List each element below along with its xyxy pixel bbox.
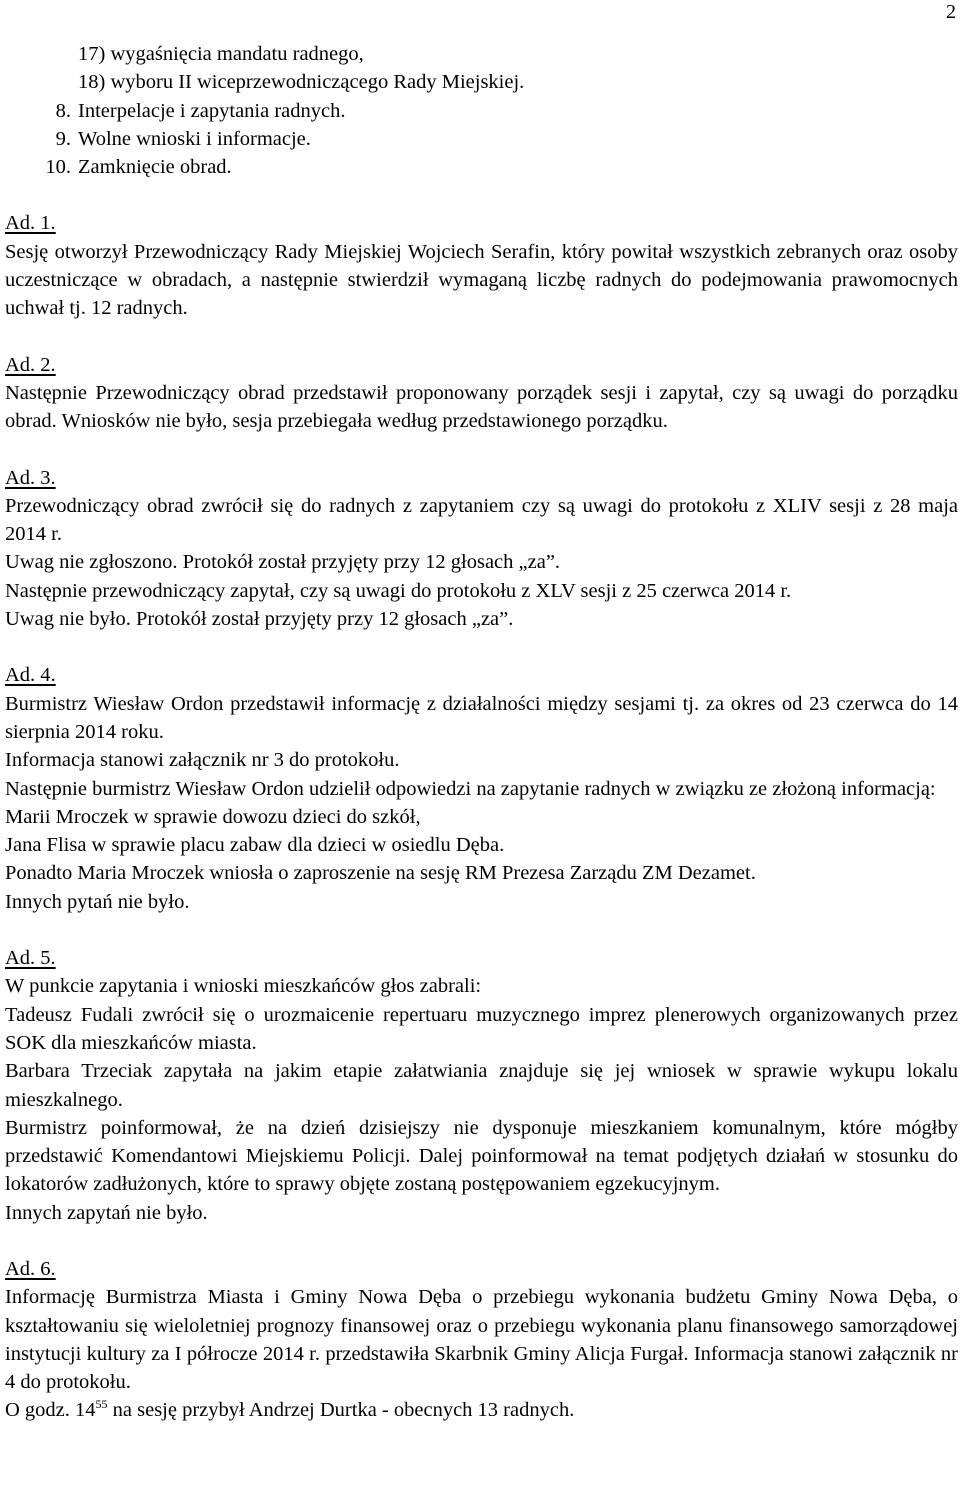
paragraph: Następnie Przewodniczący obrad przedstawił proponowany porządek sesji i zapytał, czy są uwagi do porządku obrad. Wniosków nie było, sesja przebiegała według przedstawionego porządku.: [5, 381, 958, 433]
section-ad-5: [5, 944, 958, 1227]
agenda-item: 10. Zamknięcie obrad.: [45, 156, 232, 179]
arrival-note: O godz. $14^{55}$ na sesję przybył Andrzej Durtka - obecnych 13 radnych.: [5, 1397, 575, 1422]
section-ad-2: [5, 351, 958, 436]
section-ad-1: [5, 209, 958, 322]
paragraph: Burmistrz poinformował, że na dzień dzisiejszy nie dysponuje mieszkaniem komunalnym, które mógłby przedstawić Komendantowi Miejskiemu Policji. Dalej poinformował na temat podjętych działań w stosunku do lokatorów zadłużonych, które to sprawy objęte zostaną postępowaniem egzekucyjnym.: [5, 1116, 958, 1196]
time-minutes: 55: [95, 1397, 108, 1412]
section-heading: Ad. 4.: [5, 664, 56, 687]
paragraph: Marii Mroczek w sprawie dowozu dzieci do szkół,: [5, 805, 421, 828]
section-heading: Ad. 2.: [5, 353, 56, 376]
paragraph: Uwag nie zgłoszono. Protokół został przyjęty przy 12 głosach „za”.: [5, 551, 561, 574]
paragraph: Informację Burmistrza Miasta i Gminy Nowa Dęba o przebiegu wykonania budżetu Gminy Nowa Dęba, o kształtowaniu się wieloletniej prognozy finansowej oraz o przebiegu wykonania planu finansowego samorządowej instytucji kultury za I półrocze 2014 r. przedstawiła Skarbnik Gminy Alicja Furgał. Informacja stanowi załącznik nr 4 do protokołu.: [5, 1286, 958, 1394]
paragraph: Następnie burmistrz Wiesław Ordon udzielił odpowiedzi na zapytanie radnych w związku ze złożoną informacją:: [5, 777, 936, 800]
section-heading: Ad. 1.: [5, 212, 56, 235]
agenda-item: 18) wyboru II wiceprzewodniczącego Rady Miejskiej.: [78, 71, 525, 94]
section-heading: Ad. 6.: [5, 1257, 56, 1280]
paragraph: Informacja stanowi załącznik nr 3 do protokołu.: [5, 749, 400, 772]
agenda-item: 17) wygaśnięcia mandatu radnego,: [78, 43, 364, 65]
section-ad-6: [5, 1255, 958, 1425]
document-page: [5, 40, 958, 1425]
paragraph: Barbara Trzeciak zapytała na jakim etapie załatwiania znajduje się jej wniosek w sprawie wykupu lokalu mieszkalnego.: [5, 1060, 958, 1111]
section-ad-3: [5, 464, 958, 634]
agenda-list: [5, 40, 958, 181]
paragraph: Przewodniczący obrad zwrócił się do radnych z zapytaniem czy są uwagi do protokołu z XLIV sesji z 28 maja 2014 r.: [5, 494, 958, 546]
page-number: 2: [946, 1, 956, 23]
agenda-item: 8. Interpelacje i zapytania radnych.: [55, 99, 346, 122]
paragraph: Ponadto Maria Mroczek wniosła o zaproszenie na sesję RM Prezesa Zarządu ZM Dezamet.: [5, 862, 756, 885]
paragraph: Burmistrz Wiesław Ordon przedstawił informację z działalności między sesjami tj. za okres od 23 czerwca do 14 sierpnia 2014 roku.: [5, 692, 958, 743]
paragraph: Innych zapytań nie było.: [5, 1201, 208, 1224]
section-heading: Ad. 3.: [5, 466, 56, 489]
paragraph: Sesję otworzył Przewodniczący Rady Miejskiej Wojciech Serafin, który powitał wszystkich zebranych oraz osoby uczestniczące w obradach, a następnie stwierdził wymaganą liczbę radnych do podejmowania prawomocnych uchwał tj. 12 radnych.: [5, 240, 958, 320]
section-ad-4: [5, 661, 958, 916]
paragraph: Uwag nie było. Protokół został przyjęty przy 12 głosach „za”.: [5, 608, 514, 631]
agenda-item: 9. Wolne wnioski i informacje.: [55, 127, 311, 150]
paragraph: Innych pytań nie było.: [5, 890, 190, 913]
paragraph: Następnie przewodniczący zapytał, czy są uwagi do protokołu z XLV sesji z 25 czerwca 2014 r.: [5, 579, 792, 602]
paragraph: Tadeusz Fudali zwrócił się o urozmaicenie repertuaru muzycznego imprez plenerowych organizowanych przez SOK dla mieszkańców miasta.: [5, 1003, 958, 1054]
paragraph: Jana Flisa w sprawie placu zabaw dla dzieci w osiedlu Dęba.: [5, 834, 505, 857]
paragraph: W punkcie zapytania i wnioski mieszkańców głos zabrali:: [5, 975, 482, 998]
section-heading: Ad. 5.: [5, 947, 56, 970]
